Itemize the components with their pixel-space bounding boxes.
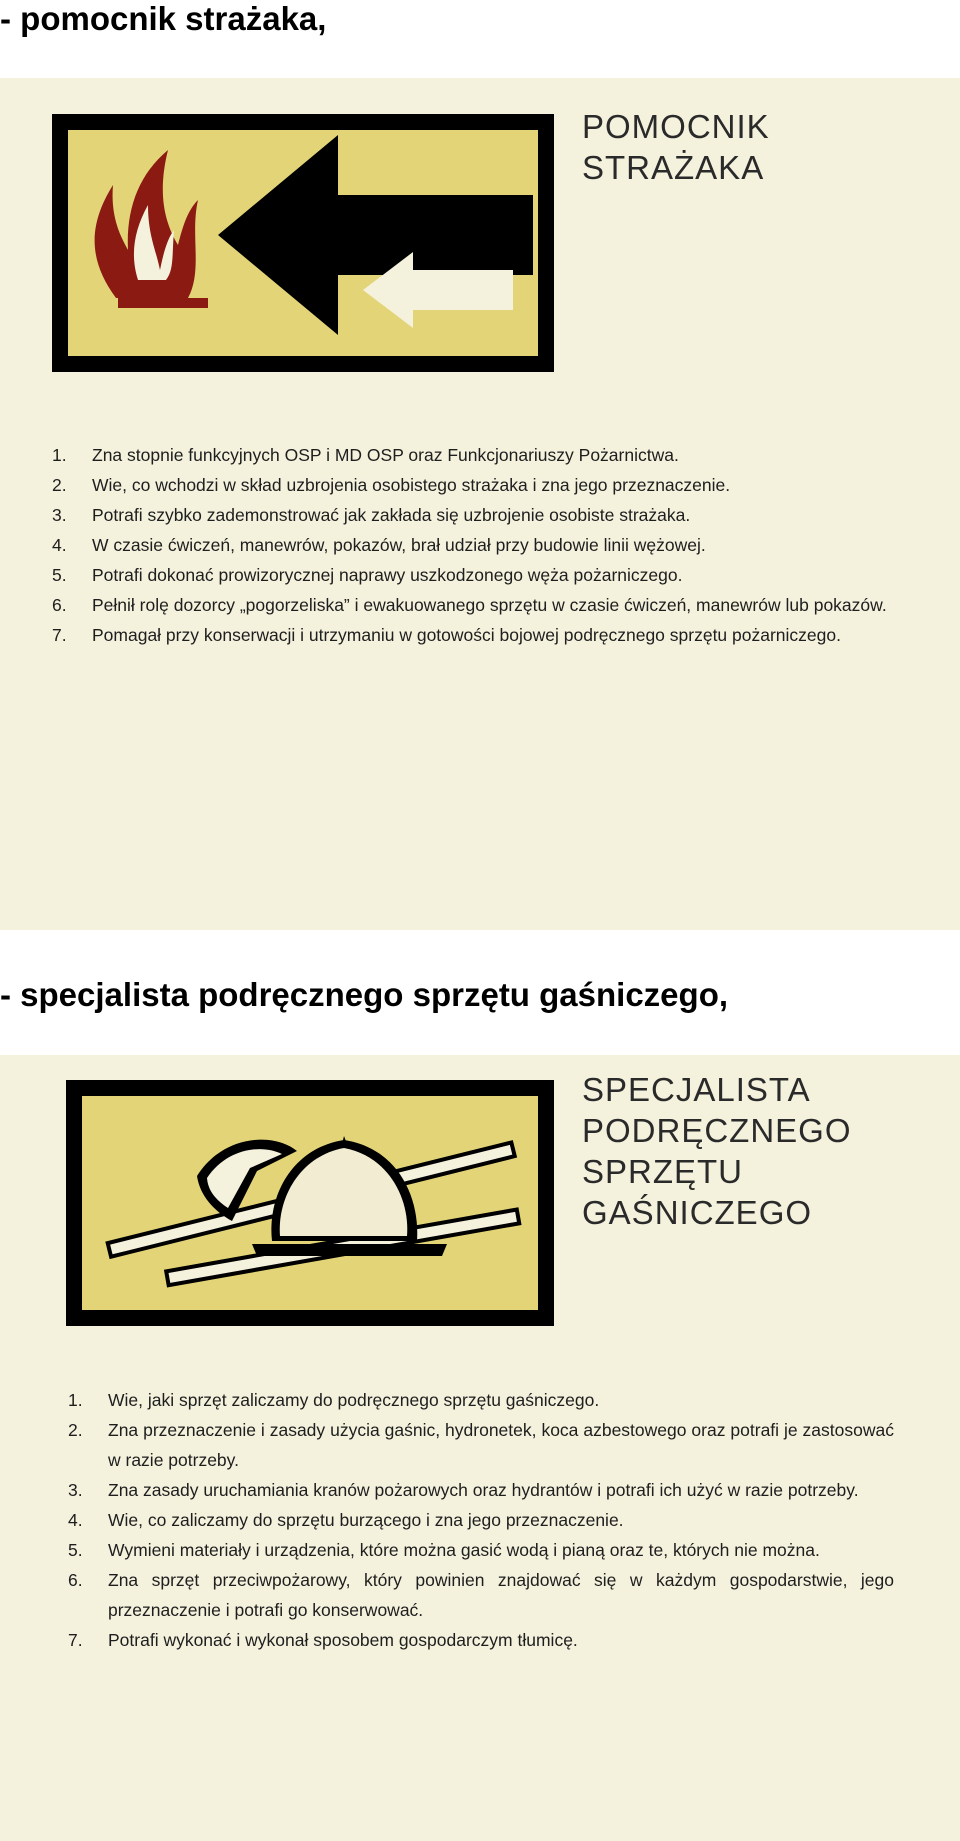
list-item-number: 4. — [52, 535, 67, 555]
flame-with-arrows-icon — [68, 130, 538, 356]
list-item — [68, 1505, 894, 1535]
badge-title-line: SPRZĘTU — [582, 1153, 744, 1190]
list-item-text: Potrafi dokonać prowizorycznej naprawy uszkodzonego węża pożarniczego. — [92, 565, 683, 585]
list-item-number: 7. — [52, 625, 67, 645]
list-item — [68, 1415, 894, 1475]
badge-title-line: SPECJALISTA — [582, 1071, 811, 1108]
list-item — [52, 440, 914, 470]
list-item-text: Zna sprzęt przeciwpożarowy, który powinien znajdować się w każdym gospodarstwie, jego przeznaczenie i potrafi go konserwować. — [108, 1570, 894, 1620]
list-item-number: 7. — [68, 1630, 83, 1650]
list-item-text: Zna zasady uruchamiania kranów pożarowych oraz hydrantów i potrafi ich użyć w razie potrzeby. — [108, 1480, 859, 1500]
list-item-text: Wie, co wchodzi w skład uzbrojenia osobistego strażaka i zna jego przeznaczenie. — [92, 475, 731, 495]
list-item — [52, 590, 914, 620]
badge-frame — [52, 114, 554, 372]
helmet-axe-crossed-poles-icon — [82, 1096, 538, 1310]
list-item — [52, 500, 914, 530]
badge-field — [82, 1096, 538, 1310]
list-item-text: Pomagał przy konserwacji i utrzymaniu w gotowości bojowej podręcznego sprzętu pożarniczego. — [92, 625, 841, 645]
list-item-number: 2. — [52, 475, 67, 495]
list-item — [68, 1385, 894, 1415]
list-item — [52, 620, 914, 650]
list-item-text: Wymieni materiały i urządzenia, które można gasić wodą i pianą oraz te, których nie można. — [108, 1540, 820, 1560]
badge-title — [582, 106, 770, 188]
section-heading-specjalista: - specjalista podręcznego sprzętu gaśniczego, — [0, 976, 729, 1013]
badge-title-line: STRAŻAKA — [582, 149, 765, 186]
list-item-number: 6. — [68, 1570, 83, 1590]
list-item — [68, 1625, 894, 1655]
list-item-number: 3. — [52, 505, 67, 525]
list-item-text: Zna stopnie funkcyjnych OSP i MD OSP oraz Funkcjonariuszy Pożarnictwa. — [92, 445, 679, 465]
badge-title-line: PODRĘCZNEGO — [582, 1112, 852, 1149]
section-heading-pomocnik: - pomocnik strażaka, — [0, 0, 327, 37]
list-item-text: Zna przeznaczenie i zasady użycia gaśnic, hydronetek, koca azbestowego oraz potrafi je zastosować w razie potrzeby. — [108, 1420, 894, 1470]
badge-title — [582, 1069, 852, 1233]
badge-field — [68, 130, 538, 356]
list-item-number: 4. — [68, 1510, 83, 1530]
list-item — [68, 1535, 894, 1565]
list-item — [68, 1475, 894, 1505]
list-item-number: 2. — [68, 1420, 83, 1440]
list-item-number: 1. — [68, 1390, 83, 1410]
badge-title-line: GAŚNICZEGO — [582, 1194, 813, 1231]
list-item — [52, 560, 914, 590]
list-item — [52, 530, 914, 560]
badge-card-pomocnik — [0, 78, 960, 930]
badge-frame — [66, 1080, 554, 1326]
list-item — [68, 1565, 894, 1625]
list-item-number: 5. — [68, 1540, 83, 1560]
requirements-list — [68, 1385, 894, 1655]
requirements-list — [52, 440, 914, 650]
list-item-text: Wie, jaki sprzęt zaliczamy do podręcznego sprzętu gaśniczego. — [108, 1390, 600, 1410]
list-item-text: Pełnił rolę dozorcy „pogorzeliska” i ewakuowanego sprzętu w czasie ćwiczeń, manewrów lub pokazów. — [92, 595, 887, 615]
list-item — [52, 470, 914, 500]
list-item-text: W czasie ćwiczeń, manewrów, pokazów, brał udział przy budowie linii wężowej. — [92, 535, 706, 555]
list-item-text: Potrafi szybko zademonstrować jak zakłada się uzbrojenie osobiste strażaka. — [92, 505, 691, 525]
list-item-number: 5. — [52, 565, 67, 585]
list-item-text: Wie, co zaliczamy do sprzętu burzącego i zna jego przeznaczenie. — [108, 1510, 624, 1530]
list-item-number: 1. — [52, 445, 67, 465]
list-item-number: 6. — [52, 595, 67, 615]
list-item-number: 3. — [68, 1480, 83, 1500]
list-item-text: Potrafi wykonać i wykonał sposobem gospodarczym tłumicę. — [108, 1630, 578, 1650]
badge-card-specjalista — [0, 1055, 960, 1841]
badge-title-line: POMOCNIK — [582, 108, 770, 145]
